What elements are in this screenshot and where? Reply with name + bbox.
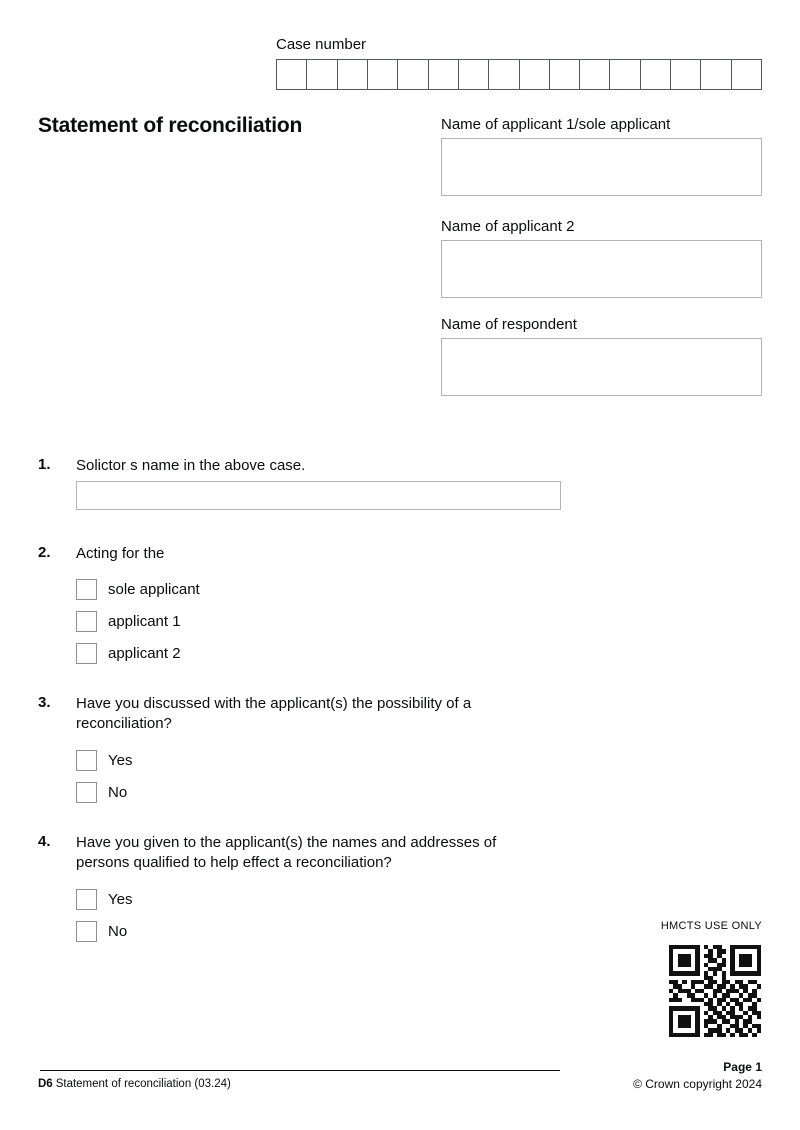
footer-form-name: Statement of reconciliation (03.24) bbox=[55, 1078, 231, 1090]
case-number-cell[interactable] bbox=[641, 59, 671, 90]
case-number-cell[interactable] bbox=[520, 59, 550, 90]
question-2 bbox=[38, 544, 578, 675]
option-q4-yes bbox=[76, 889, 578, 910]
case-number-cell[interactable] bbox=[307, 59, 337, 90]
case-number-cell[interactable] bbox=[489, 59, 519, 90]
question-text: reconciliation? bbox=[76, 715, 172, 732]
footer-page-number: Page 1 bbox=[723, 1060, 762, 1074]
case-number-cell[interactable] bbox=[429, 59, 459, 90]
footer-divider bbox=[40, 1070, 560, 1071]
page-title: Statement of reconciliation bbox=[38, 114, 303, 137]
question-text: Have you discussed with the applicant(s) the possibility of a bbox=[76, 695, 472, 712]
case-number-cell[interactable] bbox=[338, 59, 368, 90]
applicant-1-name-box[interactable] bbox=[441, 138, 762, 196]
option-label: applicant 1 bbox=[108, 613, 181, 630]
question-number: 3. bbox=[38, 694, 51, 711]
q3-checkbox-no[interactable] bbox=[76, 782, 97, 803]
option-applicant-1 bbox=[76, 611, 578, 632]
case-number-cell[interactable] bbox=[368, 59, 398, 90]
name-field-label: Name of applicant 1/sole applicant bbox=[441, 116, 671, 133]
option-label: sole applicant bbox=[108, 581, 200, 598]
question-text: Have you given to the applicant(s) the names and addresses of bbox=[76, 834, 497, 851]
footer-form-id bbox=[38, 1078, 231, 1090]
qr-module bbox=[757, 1033, 761, 1037]
question-number: 2. bbox=[38, 544, 51, 561]
footer-form-code: D6 bbox=[38, 1078, 53, 1090]
case-number-cell[interactable] bbox=[732, 59, 762, 90]
question-4 bbox=[38, 833, 578, 953]
case-number-cell[interactable] bbox=[580, 59, 610, 90]
qr-code bbox=[669, 945, 761, 1037]
option-label: Yes bbox=[108, 752, 133, 769]
hmcts-use-only-label: HMCTS USE ONLY bbox=[660, 920, 762, 932]
name-field-applicant-2 bbox=[441, 218, 762, 298]
case-number-cell[interactable] bbox=[550, 59, 580, 90]
q4-checkbox-no[interactable] bbox=[76, 921, 97, 942]
option-label: No bbox=[108, 923, 128, 940]
option-label: No bbox=[108, 784, 128, 801]
q3-checkbox-yes[interactable] bbox=[76, 750, 97, 771]
option-q4-no bbox=[76, 921, 578, 942]
case-number-cell[interactable] bbox=[276, 59, 307, 90]
question-number: 1. bbox=[38, 456, 51, 473]
question-3 bbox=[38, 694, 578, 814]
case-number-cell[interactable] bbox=[398, 59, 428, 90]
solicitor-name-input[interactable] bbox=[76, 481, 561, 510]
case-number-cell[interactable] bbox=[701, 59, 731, 90]
checkbox-sole-applicant[interactable] bbox=[76, 579, 97, 600]
question-number: 4. bbox=[38, 833, 51, 850]
option-q3-no bbox=[76, 782, 578, 803]
question-text: Solictor s name in the above case. bbox=[76, 457, 306, 474]
question-1 bbox=[38, 456, 578, 510]
applicant-2-name-box[interactable] bbox=[441, 240, 762, 298]
checkbox-applicant-1[interactable] bbox=[76, 611, 97, 632]
name-field-applicant-1 bbox=[441, 116, 762, 196]
case-number-grid bbox=[276, 59, 762, 90]
option-label: Yes bbox=[108, 891, 133, 908]
option-applicant-2 bbox=[76, 643, 578, 664]
name-field-label: Name of applicant 2 bbox=[441, 218, 575, 235]
name-field-label: Name of respondent bbox=[441, 316, 577, 333]
checkbox-applicant-2[interactable] bbox=[76, 643, 97, 664]
case-number-cell[interactable] bbox=[610, 59, 640, 90]
option-label: applicant 2 bbox=[108, 645, 181, 662]
case-number-label: Case number bbox=[276, 36, 367, 53]
case-number-cell[interactable] bbox=[459, 59, 489, 90]
name-field-respondent bbox=[441, 316, 762, 396]
option-sole-applicant bbox=[76, 579, 578, 600]
q4-checkbox-yes[interactable] bbox=[76, 889, 97, 910]
respondent-name-box[interactable] bbox=[441, 338, 762, 396]
question-text: Acting for the bbox=[76, 545, 165, 562]
option-q3-yes bbox=[76, 750, 578, 771]
case-number-cell[interactable] bbox=[671, 59, 701, 90]
question-text: persons qualified to help effect a reconciliation? bbox=[76, 854, 392, 871]
footer-copyright: © Crown copyright 2024 bbox=[633, 1077, 762, 1091]
